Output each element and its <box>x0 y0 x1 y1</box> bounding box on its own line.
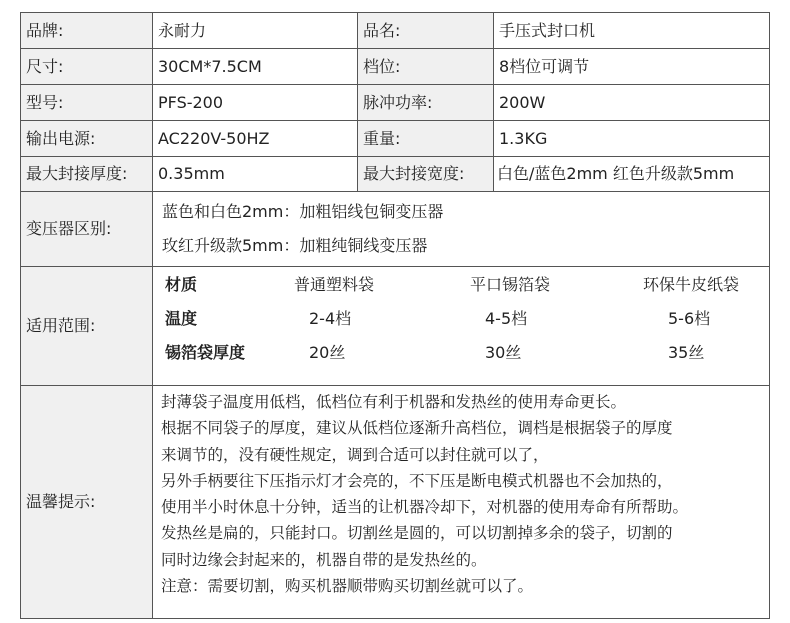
tip-line: 另外手柄要往下压指示灯才会亮的，不下压是断电模式机器也不会加热的， <box>161 471 673 490</box>
power-value: 200W <box>499 92 546 112</box>
transformer-note-rose: 玫红升级款5mm：加粗纯铜线变压器 <box>162 236 428 255</box>
transformer-note-blue-white: 蓝色和白色2mm：加粗铝线包铜变压器 <box>162 202 444 221</box>
scope-thickness-foil: 30丝 <box>485 343 522 362</box>
scope-header-foil: 平口锡箔袋 <box>470 275 551 294</box>
tip-line: 封薄袋子温度用低档，低档位有利于机器和发热丝的使用寿命更长。 <box>161 393 627 411</box>
scope-thickness-label: 锡箔袋厚度 <box>165 343 246 362</box>
scope-header-material: 材质 <box>165 275 198 294</box>
scope-header-row <box>153 275 769 295</box>
product-label: 品名: <box>358 13 494 48</box>
scope-thickness-plastic: 20丝 <box>309 343 346 362</box>
scope-temperature-kraft: 5-6档 <box>668 309 711 328</box>
spec-row-tips <box>20 386 770 619</box>
gear-value: 8档位可调节 <box>499 56 590 76</box>
gear-label: 档位: <box>358 49 494 84</box>
width-value: 白色/蓝色2mm 红色升级款5mm <box>497 164 735 183</box>
thickness-value: 0.35mm <box>153 157 358 191</box>
tips-text <box>153 386 769 618</box>
tip-line: 根据不同袋子的厚度，建议从低档位逐渐升高档位，调档是根据袋子的厚度 <box>161 419 673 438</box>
model-value: PFS-200 <box>153 85 358 120</box>
scope-header-kraft: 环保牛皮纸袋 <box>643 275 740 294</box>
tip-line: 使用半小时休息十分钟，适当的让机器冷却下，对机器的使用寿命有所帮助。 <box>161 498 689 517</box>
scope-thickness-kraft: 35丝 <box>668 343 705 362</box>
supply-value: AC220V-50HZ <box>153 121 358 156</box>
scope-row-temperature <box>153 309 769 329</box>
spec-row-supply <box>20 121 770 157</box>
scope-temperature-plastic: 2-4档 <box>309 309 352 328</box>
spec-row-thickness <box>20 157 770 192</box>
brand-value: 永耐力 <box>153 13 358 48</box>
scope-row-thickness <box>153 343 769 363</box>
scope-temperature-foil: 4-5档 <box>485 309 528 328</box>
thickness-label: 最大封接厚度: <box>21 157 153 191</box>
tip-line: 同时边缘会封起来的，机器自带的是发热丝的。 <box>161 550 487 569</box>
tips-label: 温馨提示: <box>21 386 153 618</box>
scope-temperature-label: 温度 <box>165 309 198 328</box>
spec-row-model <box>20 85 770 121</box>
scope-header-plastic: 普通塑料袋 <box>294 275 375 294</box>
supply-label: 输出电源: <box>21 121 153 156</box>
weight-value: 1.3KG <box>499 128 548 148</box>
size-value: 30CM*7.5CM <box>153 49 358 84</box>
transformer-label: 变压器区别: <box>21 192 153 266</box>
transformer-notes <box>153 192 769 266</box>
spec-row-size <box>20 49 770 85</box>
tip-line: 发热丝是扁的，只能封口。切割丝是圆的，可以切割掉多余的袋子，切割的 <box>161 524 673 543</box>
width-label: 最大封接宽度: <box>358 157 494 191</box>
spec-row-brand <box>20 12 770 49</box>
weight-label: 重量: <box>358 121 494 156</box>
size-label: 尺寸: <box>21 49 153 84</box>
scope-table <box>153 267 769 385</box>
product-value: 手压式封口机 <box>499 20 596 40</box>
spec-table <box>20 12 770 619</box>
scope-label: 适用范围: <box>21 267 153 385</box>
brand-label: 品牌: <box>21 13 153 48</box>
tip-line: 注意：需要切割，购买机器顺带购买切割丝就可以了。 <box>161 577 534 596</box>
model-label: 型号: <box>21 85 153 120</box>
tip-line: 来调节的，没有硬性规定，调到合适可以封住就可以了， <box>161 445 549 464</box>
spec-row-transformer <box>20 192 770 267</box>
spec-row-scope <box>20 267 770 386</box>
power-label: 脉冲功率: <box>358 85 494 120</box>
